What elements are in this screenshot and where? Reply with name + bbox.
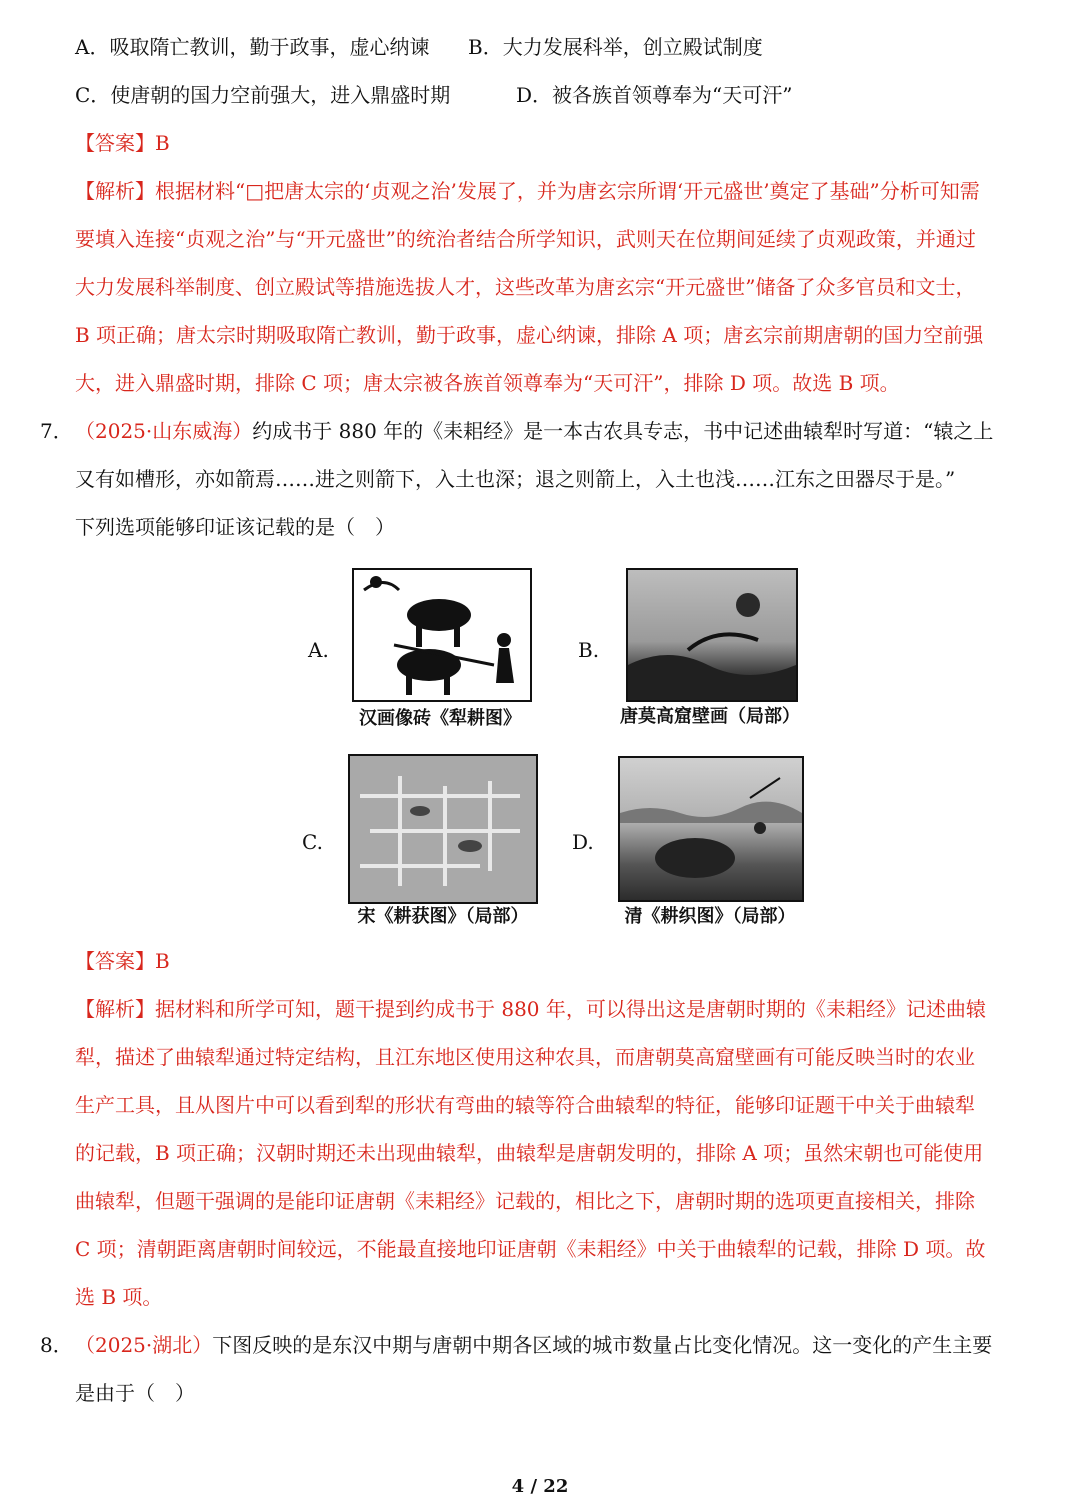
page-number: 4 / 22 [511, 1476, 569, 1497]
q8-number: 8． [40, 1333, 73, 1357]
q7-number: 7． [40, 419, 73, 443]
q7-analysis-line: C 项；清朝距离唐朝时间较远，不能最直接地印证唐朝《耒耜经》中关于曲辕犁的记载，排除 D 项。故 [75, 1237, 986, 1261]
q7-analysis-line: 【解析】据材料和所学可知，题干提到约成书于 880 年，可以得出这是唐朝时期的《耒耜经》记述曲辕 [75, 997, 986, 1021]
q7-option-b-caption: 唐莫高窟壁画（局部） [620, 706, 800, 727]
q7-option-d-caption: 清《耕织图》（局部） [624, 906, 796, 927]
q7-option-c-caption: 宋《耕获图》（局部） [357, 906, 529, 927]
q7-option-a-image [352, 568, 532, 702]
q7-stem-line: 约成书于 880 年的《耒耜经》是一本古农具专志，书中记述曲辕犁时写道：“辕之上 [252, 419, 994, 443]
q7-source: （2025·山东威海） [75, 419, 253, 443]
q6-option-a: A．吸取隋亡教训，勤于政事，虚心纳谏 [75, 35, 430, 59]
q7-option-a-caption: 汉画像砖《犁耕图》 [359, 708, 521, 729]
q6-analysis-line: B 项正确；唐太宗时期吸取隋亡教训，勤于政事，虚心纳谏，排除 A 项；唐玄宗前期唐朝的国力空前强 [75, 323, 984, 347]
q6-option-b: B．大力发展科举，创立殿试制度 [468, 35, 763, 59]
q7-analysis-line: 的记载，B 项正确；汉朝时期还未出现曲辕犁，曲辕犁是唐朝发明的，排除 A 项；虽然宋朝也可能使用 [75, 1141, 984, 1165]
q7-analysis-line: 曲辕犁，但题干强调的是能印证唐朝《耒耜经》记载的，相比之下，唐朝时期的选项更直接相关，排除 [75, 1189, 975, 1213]
q7-option-d-label: D. [572, 830, 594, 854]
q8-source: （2025·湖北） [75, 1333, 213, 1357]
q7-option-d-image [618, 756, 804, 902]
q8-stem-line: 是由于（ ） [75, 1381, 195, 1405]
q7-stem-line: 又有如槽形，亦如箭焉……进之则箭下，入土也深；退之则箭上，入土也浅……江东之田器尽于是。” [75, 467, 956, 491]
q7-option-b-label: B. [578, 638, 600, 662]
q7-analysis-line: 选 B 项。 [75, 1285, 163, 1309]
q7-option-c-image [348, 754, 538, 904]
q8-stem-first [75, 1333, 992, 1357]
q6-analysis-line: 要填入连接“贞观之治”与“开元盛世”的统治者结合所学知识，武则天在位期间延续了贞观政策，并通过 [75, 227, 976, 251]
q6-analysis-line: 【解析】根据材料“□把唐太宗的‘贞观之治’发展了，并为唐玄宗所谓‘开元盛世’奠定了基础”分析可知需 [75, 179, 980, 203]
q7-option-c-label: C. [302, 830, 323, 854]
q7-stem-first [75, 419, 993, 443]
q7-analysis-line: 生产工具，且从图片中可以看到犁的形状有弯曲的辕等符合曲辕犁的特征，能够印证题干中关于曲辕犁 [75, 1093, 975, 1117]
q6-analysis-line: 大力发展科举制度、创立殿试等措施选拔人才，这些改革为唐玄宗“开元盛世”储备了众多官员和文士， [75, 275, 976, 299]
q6-analysis-line: 大，进入鼎盛时期，排除 C 项；唐太宗被各族首领尊奉为“天可汗”，排除 D 项。故选 B 项。 [75, 371, 900, 395]
q6-answer: 【答案】B [75, 131, 170, 155]
q6-option-d: D．被各族首领尊奉为“天可汗” [516, 83, 793, 107]
q7-analysis-line: 犁，描述了曲辕犁通过特定结构，且江东地区使用这种农具，而唐朝莫高窟壁画有可能反映当时的农业 [75, 1045, 975, 1069]
q7-option-a-label: A. [308, 638, 329, 662]
q7-answer: 【答案】B [75, 949, 170, 973]
q7-stem-line: 下列选项能够印证该记载的是（ ） [75, 515, 395, 539]
q8-stem-line: 下图反映的是东汉中期与唐朝中期各区域的城市数量占比变化情况。这一变化的产生主要 [212, 1333, 993, 1357]
q6-option-c: C．使唐朝的国力空前强大，进入鼎盛时期 [75, 83, 451, 107]
q7-option-b-image [626, 568, 798, 702]
